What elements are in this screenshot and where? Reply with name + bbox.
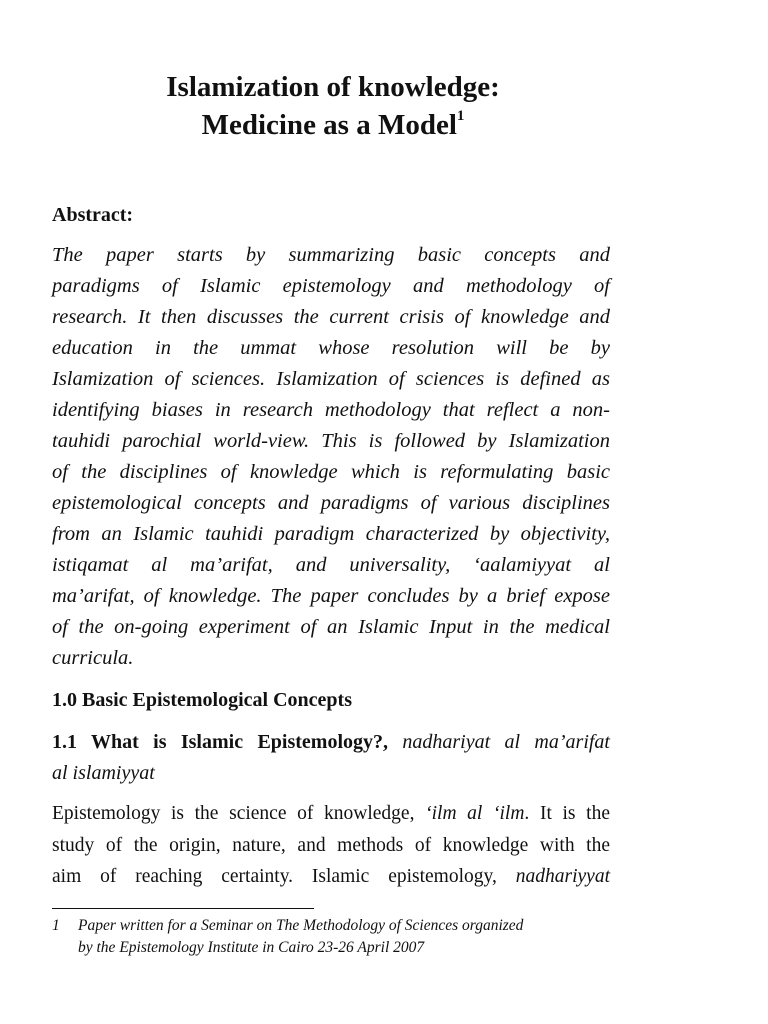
- body-term: nadhariyyat: [515, 866, 610, 887]
- abstract-line: education in the ummat whose resolution will be by: [52, 337, 610, 359]
- abstract-line: Islamization of sciences. Islamization of sciences is defined as: [52, 368, 610, 390]
- body-line-2: study of the origin, nature, and methods of knowledge with the: [52, 834, 610, 856]
- section-heading-1-0: 1.0 Basic Epistemological Concepts: [52, 689, 352, 711]
- abstract-line: epistemological concepts and paradigms of various disciplines: [52, 492, 610, 514]
- title-line-1: Islamization of knowledge:: [166, 71, 500, 103]
- abstract-line: from an Islamic tauhidi paradigm characterized by objectivity,: [52, 523, 610, 545]
- abstract-line: identifying biases in research methodology that reflect a non-: [52, 399, 610, 421]
- title-line-2: [0, 106, 666, 144]
- footnote-divider: [52, 908, 314, 909]
- abstract-line: of the on-going experiment of an Islamic Input in the medical: [52, 616, 610, 638]
- footnote-line: Paper written for a Seminar on The Methodology of Sciences organized: [78, 917, 524, 934]
- abstract-line: tauhidi parochial world-view. This is followed by Islamization: [52, 430, 610, 452]
- abstract-line: paradigms of Islamic epistemology and methodology of: [52, 275, 610, 297]
- page-title: [0, 68, 666, 144]
- body-line-3: [52, 861, 610, 893]
- body-text: aim of reaching certainty. Islamic epistemology,: [52, 866, 497, 887]
- section-heading-1-1-term-continued: al islamiyyat: [52, 762, 155, 784]
- abstract-paragraph: [52, 240, 610, 674]
- body-term: ‘ilm al ‘ilm: [425, 803, 525, 824]
- body-line-1: [52, 798, 610, 830]
- section-heading-1-1-line-1: [52, 727, 610, 758]
- section-heading-1-1: [52, 727, 610, 789]
- abstract-line: of the disciplines of knowledge which is reformulating basic: [52, 461, 610, 483]
- footnote-line: by the Epistemology Institute in Cairo 23-26 April 2007: [78, 939, 425, 956]
- body-paragraph: [52, 798, 610, 893]
- title-footnote-mark: 1: [456, 108, 465, 125]
- abstract-heading: Abstract:: [52, 204, 134, 226]
- body-text: Epistemology is the science of knowledge,: [52, 803, 415, 824]
- abstract-line: research. It then discusses the current crisis of knowledge and: [52, 306, 610, 328]
- footnote-number: 1: [52, 917, 60, 934]
- abstract-line: The paper starts by summarizing basic concepts and: [52, 244, 610, 266]
- abstract-line: istiqamat al ma’arifat, and universality, ‘aalamiyyat al: [52, 554, 610, 576]
- abstract-line: curricula.: [52, 647, 134, 669]
- abstract-line: ma’arifat, of knowledge. The paper concludes by a brief expose: [52, 585, 610, 607]
- section-heading-1-1-term: nadhariyat al ma’arifat: [402, 731, 610, 753]
- footnote: [52, 915, 612, 959]
- section-heading-1-1-bold: 1.1 What is Islamic Epistemology?,: [52, 731, 388, 753]
- title-line-2-text: Medicine as a Model: [201, 109, 457, 141]
- body-text: . It is the: [524, 803, 610, 824]
